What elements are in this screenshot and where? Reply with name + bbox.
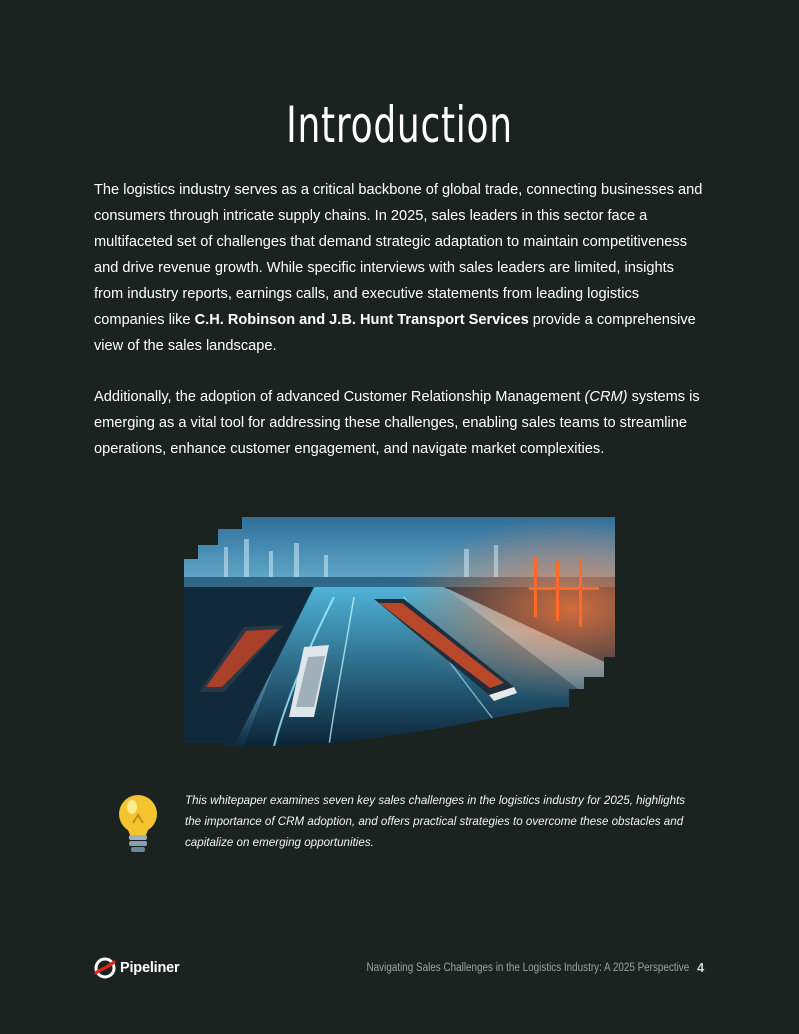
- intro-p1-text: The logistics industry serves as a critical backbone of global trade, connecting businesses and consumers through intricate supply chains. In 2025, sales leaders in this sector face a multifaceted set of challenges that demand strategic adaptation to maintain competitiveness and drive revenue growth. While specific interviews with sales leaders are limited, insights from industry reports, earnings calls, and executive statements from leading logistics companies like: [94, 182, 703, 328]
- pipeliner-logo[interactable]: [94, 957, 179, 979]
- port-ships-image: [184, 517, 615, 746]
- intro-p2-text: Additionally, the adoption of advanced Customer Relationship Management: [94, 389, 585, 405]
- pipeliner-logo-icon: [94, 957, 116, 979]
- page-number: 4: [697, 960, 705, 975]
- intro-p1-end: provide a comprehensive view of the sales landscape.: [94, 312, 696, 354]
- intro-paragraph-2: [94, 384, 704, 462]
- page-title: Introduction: [286, 96, 513, 154]
- brand-name: Pipeliner: [120, 960, 180, 976]
- lightbulb-icon: [116, 793, 160, 855]
- whitepaper-summary: This whitepaper examines seven key sales challenges in the logistics industry for 2025, highlights the importance of CRM adoption, and offers practical strategies to overcome these obstacles and capitalize on emerging opportunities.: [185, 794, 686, 849]
- intro-p1-companies: C.H. Robinson and J.B. Hunt Transport Services: [194, 312, 529, 328]
- intro-p2-end: systems is emerging as a vital tool for addressing these challenges, enabling sales teams to streamline operations, enhance customer engagement, and navigate market complexities.: [94, 389, 700, 457]
- footer-document-title: Navigating Sales Challenges in the Logistics Industry: A 2025 Perspective: [366, 962, 689, 974]
- intro-p2-crm: (CRM): [584, 389, 628, 405]
- intro-paragraph-1: [94, 177, 704, 359]
